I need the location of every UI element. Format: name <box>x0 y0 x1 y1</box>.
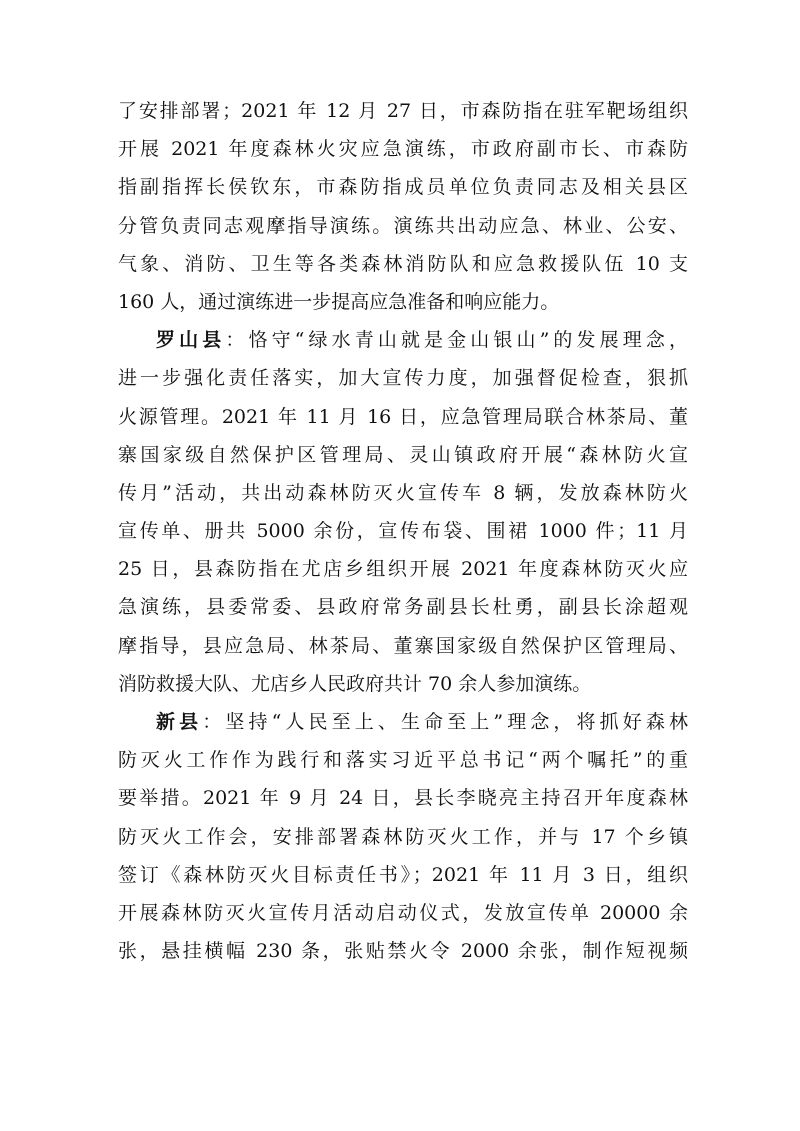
text-line: 开展森林防灭火宣传月活动启动仪式，发放宣传单 20000 余 <box>118 901 688 924</box>
text-line: 指副指挥长侯钦东，市森防指成员单位负责同志及相关县区 <box>118 176 688 199</box>
paragraph-first-line <box>118 321 688 359</box>
text-line: 要举措。2021 年 9 月 24 日，县长李晓亮主持召开年度森林 <box>118 787 688 810</box>
text-line: 气象、消防、卫生等各类森林消防队和应急救援队伍 10 支 <box>118 252 688 275</box>
text-line: 了安排部署；2021 年 12 月 27 日，市森防指在驻军靶场组织 <box>118 100 688 122</box>
text-line: 摩指导，县应急局、林茶局、董寨国家级自然保护区管理局、 <box>118 634 688 657</box>
text-line: 寨国家级自然保护区管理局、灵山镇政府开展“森林防火宣 <box>118 443 688 466</box>
text-line: 分管负责同志观摩指导演练。演练共出动应急、林业、公安、 <box>118 214 688 237</box>
text-line: 25 日，县森防指在尤店乡组织开展 2021 年度森林防灭火应 <box>118 558 688 581</box>
text-line: 开展 2021 年度森林火灾应急演练，市政府副市长、市森防 <box>118 138 688 161</box>
text-line: 急演练，县委常委、县政府常务副县长杜勇，副县长涂超观 <box>118 596 688 619</box>
text-line: 火源管理。2021 年 11 月 16 日，应急管理局联合林茶局、董 <box>118 405 688 428</box>
paragraph-first-line <box>118 703 688 741</box>
paragraph-first-line-text: ：坚持“人民至上、生命至上”理念，将抓好森林 <box>202 711 688 733</box>
text-line: 传月”活动，共出动森林防灭火宣传车 8 辆，发放森林防火 <box>118 481 688 504</box>
text-line: 宣传单、册共 5000 余份，宣传布袋、围裙 1000 件；11 月 <box>118 520 688 543</box>
text-line: 防灭火工作会，安排部署森林防灭火工作，并与 17 个乡镇 <box>118 825 688 848</box>
text-line: 防灭火工作作为践行和落实习近平总书记“两个嘱托”的重 <box>118 749 688 772</box>
document-body <box>118 92 688 970</box>
text-line: 签订《森林防灭火目标责任书》；2021 年 11 月 3 日，组织 <box>118 863 688 886</box>
county-heading: 罗山县 <box>156 329 226 352</box>
county-heading: 新县 <box>156 711 203 733</box>
text-line: 进一步强化责任落实，加大宣传力度，加强督促检查，狠抓 <box>118 367 688 390</box>
text-line: 160 人，通过演练进一步提高应急准备和响应能力。 <box>118 290 560 313</box>
text-line: 消防救援大队、尤店乡人民政府共计 70 余人参加演练。 <box>118 672 592 695</box>
text-line: 张，悬挂横幅 230 条，张贴禁火令 2000 余张，制作短视频 <box>118 940 688 963</box>
paragraph-first-line-text: ：恪守“绿水青山就是金山银山”的发展理念， <box>225 329 688 352</box>
